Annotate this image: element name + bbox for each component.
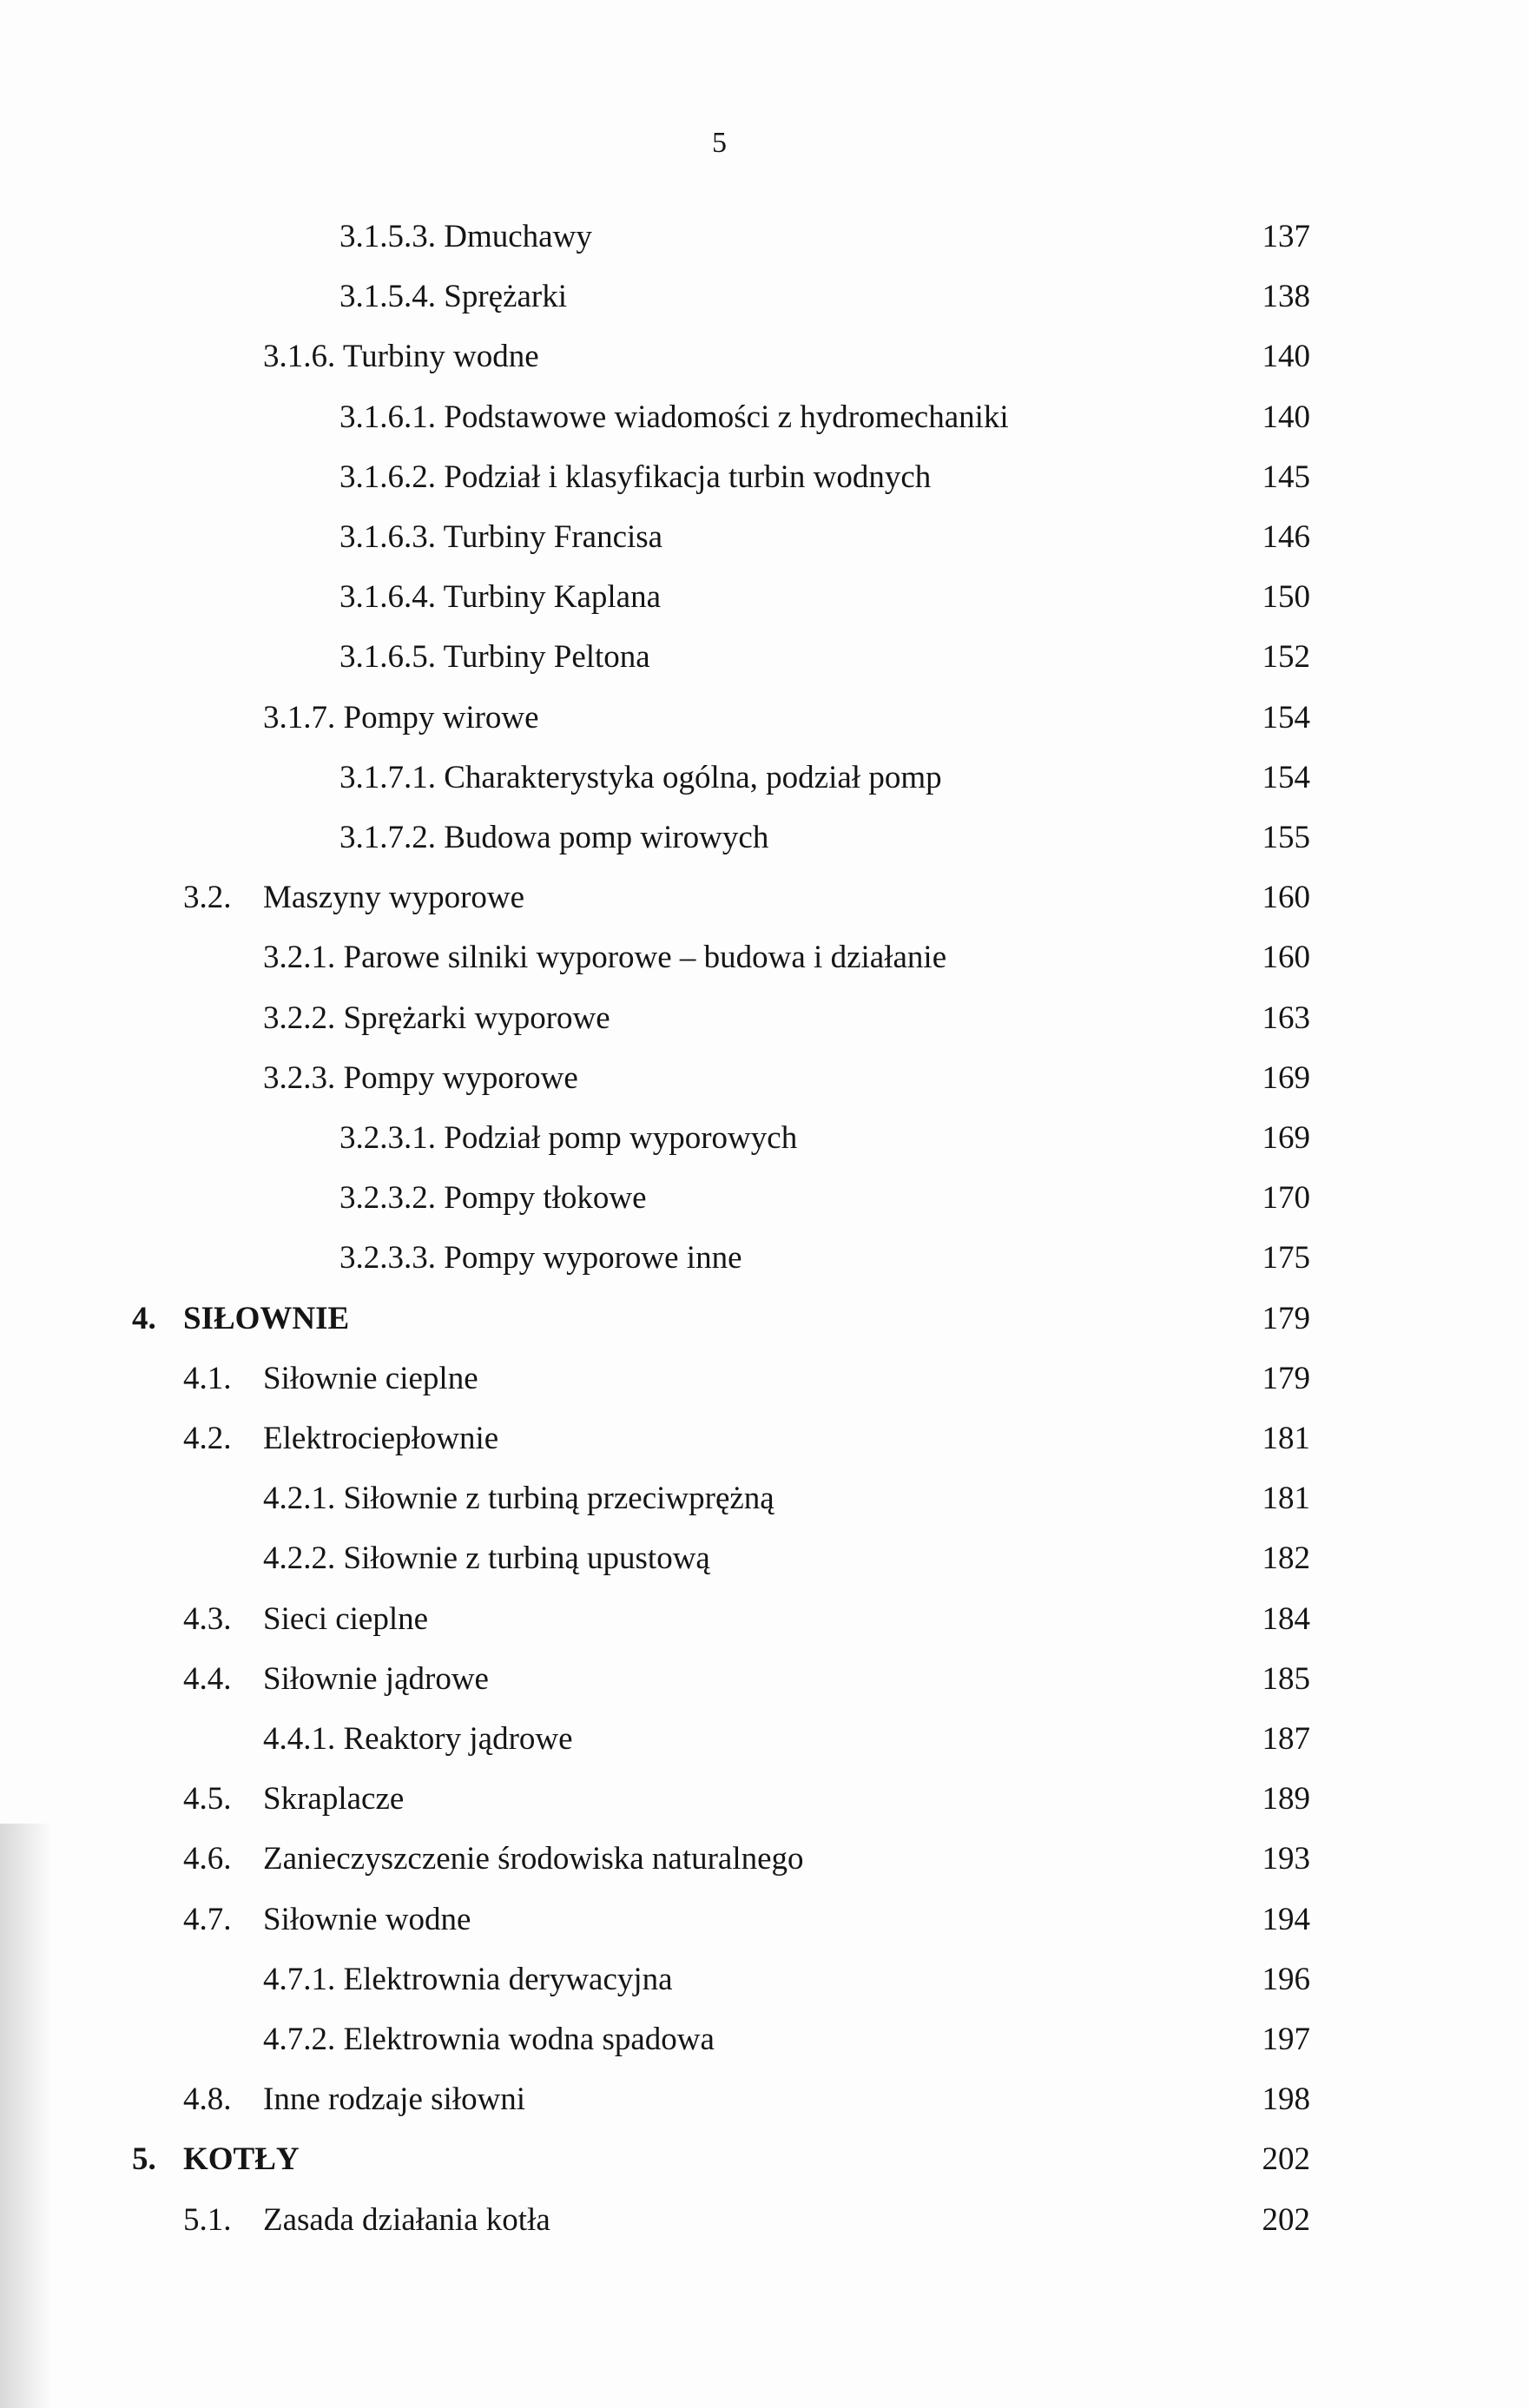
toc-entry: [0, 1653, 1529, 1705]
toc-entry: [0, 1293, 1529, 1345]
entry-title: Zanieczyszczenie środowiska naturalnego: [263, 1841, 804, 1877]
entry-page-number: 181: [1262, 1421, 1310, 1456]
entry-number: [263, 1533, 710, 1585]
entry-number-text: 4.4.1.: [263, 1721, 336, 1757]
entry-number: 3.2.: [183, 880, 232, 916]
entry-number-text: 4.7.2.: [263, 2022, 336, 2057]
toc-entry: [0, 872, 1529, 924]
entry-number-text: 4.2.1.: [263, 1481, 336, 1517]
entry-number: [263, 2014, 715, 2066]
entry-number: [339, 511, 662, 564]
toc-entry: [0, 1052, 1529, 1105]
entry-number-text: 3.2.3.3.: [339, 1240, 436, 1277]
entry-number-text: 3.1.6.5.: [339, 639, 436, 676]
entry-number: [339, 1232, 742, 1284]
entry-title: Sprężarki: [444, 279, 568, 315]
entry-page-number: 140: [1262, 399, 1310, 435]
toc-entry: [0, 1773, 1529, 1825]
entry-number-text: 3.1.6.1.: [339, 399, 436, 435]
entry-title: Zasada działania kotła: [263, 2201, 550, 2238]
entry-page-number: 175: [1262, 1240, 1310, 1277]
entry-title: Turbiny Peltona: [443, 639, 650, 676]
entry-page-number: 181: [1262, 1481, 1310, 1517]
entry-number: [339, 271, 567, 323]
entry-number: [263, 1954, 673, 2006]
entry-number-text: 3.1.6.4.: [339, 579, 436, 616]
entry-number-text: 3.1.6.: [263, 339, 336, 375]
entry-page-number: 170: [1262, 1180, 1310, 1217]
toc-entry: [0, 392, 1529, 444]
toc-entry: [0, 692, 1529, 744]
entry-page-number: 194: [1262, 1901, 1310, 1937]
entry-number: [263, 692, 539, 744]
entry-page-number: 189: [1262, 1781, 1310, 1818]
toc-entry: [0, 993, 1529, 1045]
entry-number: [339, 392, 1009, 444]
toc-entry: [0, 1894, 1529, 1946]
entry-number: 4.7.: [183, 1901, 232, 1937]
entry-number: [339, 1172, 647, 1224]
entry-title: Siłownie jądrowe: [263, 1660, 489, 1697]
entry-number: 4.3.: [183, 1600, 232, 1637]
entry-title: Charakterystyka ogólna, podział pomp: [444, 759, 942, 795]
entry-title: KOTŁY: [183, 2141, 300, 2178]
toc-entry: [0, 932, 1529, 984]
entry-number: [339, 211, 592, 263]
toc-entry: [0, 1954, 1529, 2006]
entry-number: 4.6.: [183, 1841, 232, 1877]
toc-entry: [0, 2194, 1529, 2246]
entry-page-number: 146: [1262, 519, 1310, 555]
entry-number-text: 3.1.5.4.: [339, 279, 436, 315]
toc-entry: [0, 2074, 1529, 2126]
toc-entry: [0, 1413, 1529, 1465]
entry-title: Maszyny wyporowe: [263, 880, 525, 916]
entry-page-number: 138: [1262, 279, 1310, 315]
toc-entry: [0, 752, 1529, 804]
entry-number-text: 3.2.3.2.: [339, 1180, 436, 1217]
entry-number: [263, 932, 946, 984]
toc-entry: [0, 1232, 1529, 1284]
entry-number: 5.1.: [183, 2201, 232, 2238]
entry-number-text: 3.2.2.: [263, 999, 336, 1036]
entry-page-number: 184: [1262, 1600, 1310, 1637]
entry-page-number: 197: [1262, 2022, 1310, 2057]
entry-title: Skraplacze: [263, 1781, 405, 1818]
entry-number: [263, 331, 539, 383]
entry-title: Podstawowe wiadomości z hydromechaniki: [444, 399, 1009, 435]
entry-page-number: 185: [1262, 1660, 1310, 1697]
entry-number-text: 3.2.3.: [263, 1059, 336, 1096]
entry-page-number: 198: [1262, 2081, 1310, 2118]
entry-page-number: 202: [1262, 2141, 1310, 2178]
entry-title: Elektrownia wodna spadowa: [343, 2022, 715, 2057]
entry-number-text: 3.2.3.1.: [339, 1120, 436, 1156]
entry-number: [339, 631, 650, 683]
entry-page-number: 160: [1262, 880, 1310, 916]
entry-title: Turbiny Kaplana: [443, 579, 662, 616]
entry-title: Podział i klasyfikacja turbin wodnych: [444, 459, 932, 495]
toc-entry: [0, 1172, 1529, 1224]
toc-entry: [0, 1112, 1529, 1164]
entry-number: 4.2.: [183, 1421, 232, 1456]
entry-page-number: 137: [1262, 219, 1310, 254]
entry-title: Siłownie wodne: [263, 1901, 471, 1937]
entry-page-number: 154: [1262, 699, 1310, 736]
toc-entry: [0, 2014, 1529, 2066]
entry-page-number: 155: [1262, 820, 1310, 855]
entry-number: 4.1.: [183, 1360, 232, 1396]
entry-title: Elektrociepłownie: [263, 1421, 499, 1456]
entry-number-text: 4.7.1.: [263, 1961, 336, 1997]
entry-page-number: 163: [1262, 999, 1310, 1036]
entry-number-text: 3.1.7.: [263, 699, 336, 736]
entry-page-number: 196: [1262, 1961, 1310, 1997]
entry-title: Pompy wyporowe: [343, 1059, 578, 1096]
entry-title: Inne rodzaje siłowni: [263, 2081, 526, 2118]
entry-number-text: 3.1.6.2.: [339, 459, 436, 495]
entry-title: Pompy tłokowe: [444, 1180, 647, 1217]
entry-title: Podział pomp wyporowych: [444, 1120, 798, 1156]
entry-title: Turbiny wodne: [342, 339, 539, 375]
toc-entry: [0, 1833, 1529, 1885]
entry-page-number: 169: [1262, 1059, 1310, 1096]
entry-page-number: 145: [1262, 459, 1310, 495]
entry-number-text: 3.1.5.3.: [339, 219, 436, 254]
entry-title: Reaktory jądrowe: [343, 1721, 573, 1757]
entry-number: [339, 1112, 797, 1164]
entry-title: Pompy wirowe: [343, 699, 539, 736]
entry-page-number: 169: [1262, 1120, 1310, 1156]
toc-entry: [0, 631, 1529, 683]
toc-entry: [0, 452, 1529, 504]
toc-entry: [0, 1593, 1529, 1646]
entry-page-number: 187: [1262, 1721, 1310, 1757]
toc-entry: [0, 2134, 1529, 2186]
entry-number-text: 3.1.7.1.: [339, 759, 436, 795]
entry-number: [263, 1473, 774, 1525]
entry-title: Siłownie z turbiną upustową: [343, 1540, 710, 1577]
toc-entry: [0, 211, 1529, 263]
entry-title: Sprężarki wyporowe: [343, 999, 610, 1036]
entry-page-number: 182: [1262, 1540, 1310, 1577]
toc-entry: [0, 511, 1529, 564]
entry-page-number: 152: [1262, 639, 1310, 676]
entry-number: [263, 993, 610, 1045]
entry-title: Parowe silniki wyporowe – budowa i działanie: [343, 940, 947, 976]
entry-number-text: 3.2.1.: [263, 940, 336, 976]
entry-number-text: 3.1.7.2.: [339, 820, 436, 855]
entry-page-number: 202: [1262, 2201, 1310, 2238]
entry-number: [339, 571, 661, 623]
entry-title: Siłownie z turbiną przeciwprężną: [343, 1481, 774, 1517]
entry-title: Elektrownia derywacyjna: [343, 1961, 673, 1997]
entry-number: [263, 1052, 578, 1105]
entry-number: 4.5.: [183, 1781, 232, 1818]
toc-entry: [0, 1713, 1529, 1765]
entry-title: Dmuchawy: [444, 219, 592, 254]
entry-page-number: 179: [1262, 1360, 1310, 1396]
toc-entry: [0, 1533, 1529, 1585]
entry-title: Pompy wyporowe inne: [444, 1240, 742, 1277]
entry-title: Budowa pomp wirowych: [444, 820, 769, 855]
entry-title: Turbiny Francisa: [443, 519, 663, 555]
entry-number: 5.: [132, 2141, 156, 2178]
toc-entry: [0, 1353, 1529, 1405]
entry-page-number: 150: [1262, 579, 1310, 616]
entry-number: [339, 752, 942, 804]
entry-number-text: 3.1.6.3.: [339, 519, 436, 555]
entry-page-number: 140: [1262, 339, 1310, 375]
entry-page-number: 193: [1262, 1841, 1310, 1877]
entry-page-number: 179: [1262, 1300, 1310, 1336]
entry-number: 4.4.: [183, 1660, 232, 1697]
entry-number: [263, 1713, 573, 1765]
toc-entry: [0, 1473, 1529, 1525]
entry-page-number: 154: [1262, 759, 1310, 795]
entry-number: [339, 452, 931, 504]
toc-entry: [0, 812, 1529, 864]
entry-number: 4.: [132, 1300, 156, 1336]
entry-title: Sieci cieplne: [263, 1600, 429, 1637]
entry-number: [339, 812, 768, 864]
entry-number-text: 4.2.2.: [263, 1540, 336, 1577]
toc-entry: [0, 271, 1529, 323]
entry-title: Siłownie cieplne: [263, 1360, 478, 1396]
entry-page-number: 160: [1262, 940, 1310, 976]
entry-number: 4.8.: [183, 2081, 232, 2118]
entry-title: SIŁOWNIE: [183, 1300, 350, 1336]
page-number: 5: [712, 127, 727, 159]
toc-entry: [0, 331, 1529, 383]
toc-entry: [0, 571, 1529, 623]
